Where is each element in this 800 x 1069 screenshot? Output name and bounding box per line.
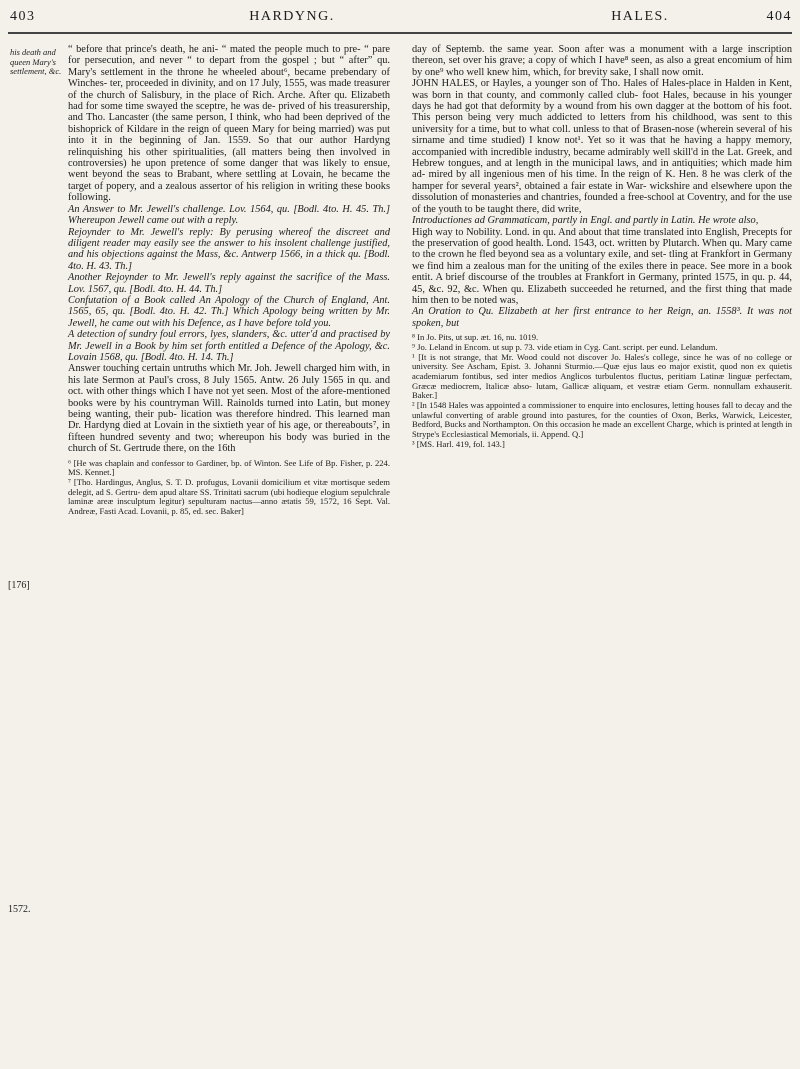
right-footnote-1: ¹ [It is not strange, that Mr. Wood could not discover Jo. Hales's college, since he was of no college or university. See Ascham, Epist. 3. Johanni Sturmio.—Quæ ejus laus eo major existit, quod non ex quietis academiarum fontibus, sed inter medios Anglicos turbulentos fluctus, peritiam Latinæ linguæ perfectam, Græcæ mediocrem, Italicæ abso- lutam, Gallicæ aliquam, et vestræ etiam Germ. nonnullam exhauserit. Baker.] [412,351,792,401]
left-page-number: 403 [10,9,36,24]
right-footnote-9: ⁹ Jo. Leland in Encom. ut sup p. 73. vide etiam in Cyg. Cant. script. per eund. Lelandum. [412,341,718,352]
right-footnote-2: ² [In 1548 Hales was appointed a commissioner to enquire into enclosures, letting houses fall to decay and the unlawful converting of arable ground into pastures, for the counties of Oxon, Berks, Warwick, Leicester, Bedford, Bucks and Northampton. On this occasion he made an excellent Charge, which is printed at length in Strype's Ecclesiastical Memorials, ii. Append. Q.] [412,400,792,440]
left-body-1: “ before that prince's death, he ani- “ mated the people much to pre- “ pare for persecution, and never “ to depart from the gospel ; but “ after” qu. Mary's settlement in the throne he wheeled about⁶, became prebendary of Winches- ter, proceeded in divinity, and on 17 July, 1555, was made treasurer of the church of Salisbury, in the place of Rich. Arche. After qu. Elizabeth had for some time swayed the sceptre, he was de- prived of his treasurership, and Tho. Lancaster (the same person, I think, who had been deprived of the bishoprick of Kildare in the reign of queen Mary for being married) was put into it in the beginning of Jan. 1559. So that our author Hardyng relinquishing his other spiritualities, (all matters being then involved in controversies) he upon pretence of some danger that was likely to ensue, went beyond the seas to Brabant, where settling at Lovain, he became the target of popery, and a zealous assertor of his religion in writing these books following. [68,44,390,204]
right-running-title: HALES. [611,9,669,24]
right-body-5: An Oration to Qu. Elizabeth at her first entrance to her Reign, an. 1558³. It was not spoken, but [412,306,792,329]
right-column [412,44,792,450]
right-body-2: JOHN HALES, or Hayles, a younger son of Tho. Hales of Hales-place in Halden in Kent, was born in that county, and commonly called club- foot Hales, because in his younger days he had got that deformity by a wound from his own dagger at the bottom of his foot. This person being very much addicted to letters from his childhood, was sent to this university for a time, but to what coll. unless to that of Brasen-nose (wherein several of his sirname and time studied) I know not¹. Yet so it was that he having a happy memory, accompanied with incredible industry, became admirably well skill'd in the Lat. Greek, and Hebrew tongues, and at length in the municipal laws, and in antiquities; which made him ad- mired by all ingenious men of his time. In the reign of K. Hen. 8 he was clerk of the hamper for several years², obtained a fair estate in War- wickshire and elsewhere upon the dissolution of monasteries and chantries, founded a free-school at Coventry, and for the use of the youth to be taught there, did write, [412,78,792,215]
left-column [68,44,390,517]
margin-year: 1572. [8,904,31,915]
right-footnote-8: ⁸ In Jo. Pits, ut sup. æt. 16, nu. 1019. [412,332,539,343]
margin-page-ref: [176] [8,580,30,591]
right-body-1: day of Septemb. the same year. Soon after was a monument with a large inscription thereon, set over his grave; a copy of which I have⁸ seen, as also a great encomium of him by one⁹ who well knew him, which, for brevity sake, I shall now omit. [412,44,792,78]
header-rule [8,32,792,34]
margin-sidenote: his death and queen Mary's settlement, &c. [10,47,62,77]
left-body-7: Answer touching certain untruths which Mr. Joh. Jewell charged him with, in his late Sermon at Paul's cross, 8 July 1565. Antw. 26 July 1565 in qu. and oct. with other things which I have not yet seen. Most of the afore-mentioned books were by his countryman Will. Rainolds turned into Latin, but money being wanting, their pub- lication was therefore hindred. This learned man Dr. Hardyng died at Lovain in the sixtieth year of his age, or thereabouts⁷, in fifteen hundred seventy and two; whereupon his body was buried in the church of St. Gertrude there, on the 16th [68,363,390,455]
left-body-3: Rejoynder to Mr. Jewell's reply: By perusing whereof the discreet and diligent reader may easily see the answer to his insolent challenge justified, and his objections against the Mass, &c. Antwerp 1566, in a thick qu. [Bodl. 4to. H. 43. Th.] [68,226,390,272]
left-running-title: HARDYNG. [249,9,335,24]
left-body-2: An Answer to Mr. Jewell's challenge. Lov. 1564, qu. [Bodl. 4to. H. 45. Th.] Whereupon Jewell came out with a reply. [68,203,390,227]
right-page-number: 404 [766,9,792,24]
left-body-4: Another Rejoynder to Mr. Jewell's reply against the sacrifice of the Mass. Lov. 1567, qu. [Bodl. 4to. H. 44. Th.] [68,272,390,295]
right-body-4: High way to Nobility. Lond. in qu. And about that time translated into English, Precepts for the preservation of good health. Lond. 1543, oct. written by Plutarch. When qu. Mary came to the crown he fled beyond sea as a voluntary exile, and set- tling at Frankfort in Germany we find him a zealous man for the uniting of the exiles there in peace. See more in a book entit. A brief discourse of the troubles at Frankfort in Germany, printed 1575, in qu. p. 44, 45, &c. 92, &c. When qu. Elizabeth succeeded he returned, and the first thing that made him then to be noted was, [412,226,792,306]
right-body-3: Introductiones ad Grammaticam, partly in Engl. and partly in Latin. He wrote also, [412,215,759,227]
left-footnote-7: ⁷ [Tho. Hardingus, Anglus, S. T. D. profugus, Lovanii domicilium et vitæ mortisque sedem delegit, ad S. Gertru- dem apud altare SS. Trinitati sacrum (ubi hodieque elogium sepulchrale laminæ areæ insculptum legitur) sepulturam nactus—anno ætatis 59, 1572, 16 Sept. Val. Andreæ, Fasti Acad. Lovanii, p. 85, ed. sec. Baker] [68,477,390,517]
left-body-5: Confutation of a Book called An Apology of the Church of England, Ant. 1565, 65, qu. [Bodl. 4to. H. 42. Th.] Which Apology being written by Mr. Jewell, he came out with his Defence, as I have before told you. [68,294,390,329]
left-footnote-6: ⁶ [He was chaplain and confessor to Gardiner, bp. of Winton. See Life of Bp. Fisher, p. 224. MS. Kennet.] [68,457,390,478]
left-body-6: A detection of sundry foul errors, lyes, slanders, &c. utter'd and practised by Mr. Jewell in a Book by him set forth entitled a Defence of the Apology, &c. Lovain 1568, qu. [Bodl. 4to. H. 14. Th.] [68,329,390,363]
right-footnote-3: ³ [MS. Harl. 419, fol. 143.] [412,438,505,449]
